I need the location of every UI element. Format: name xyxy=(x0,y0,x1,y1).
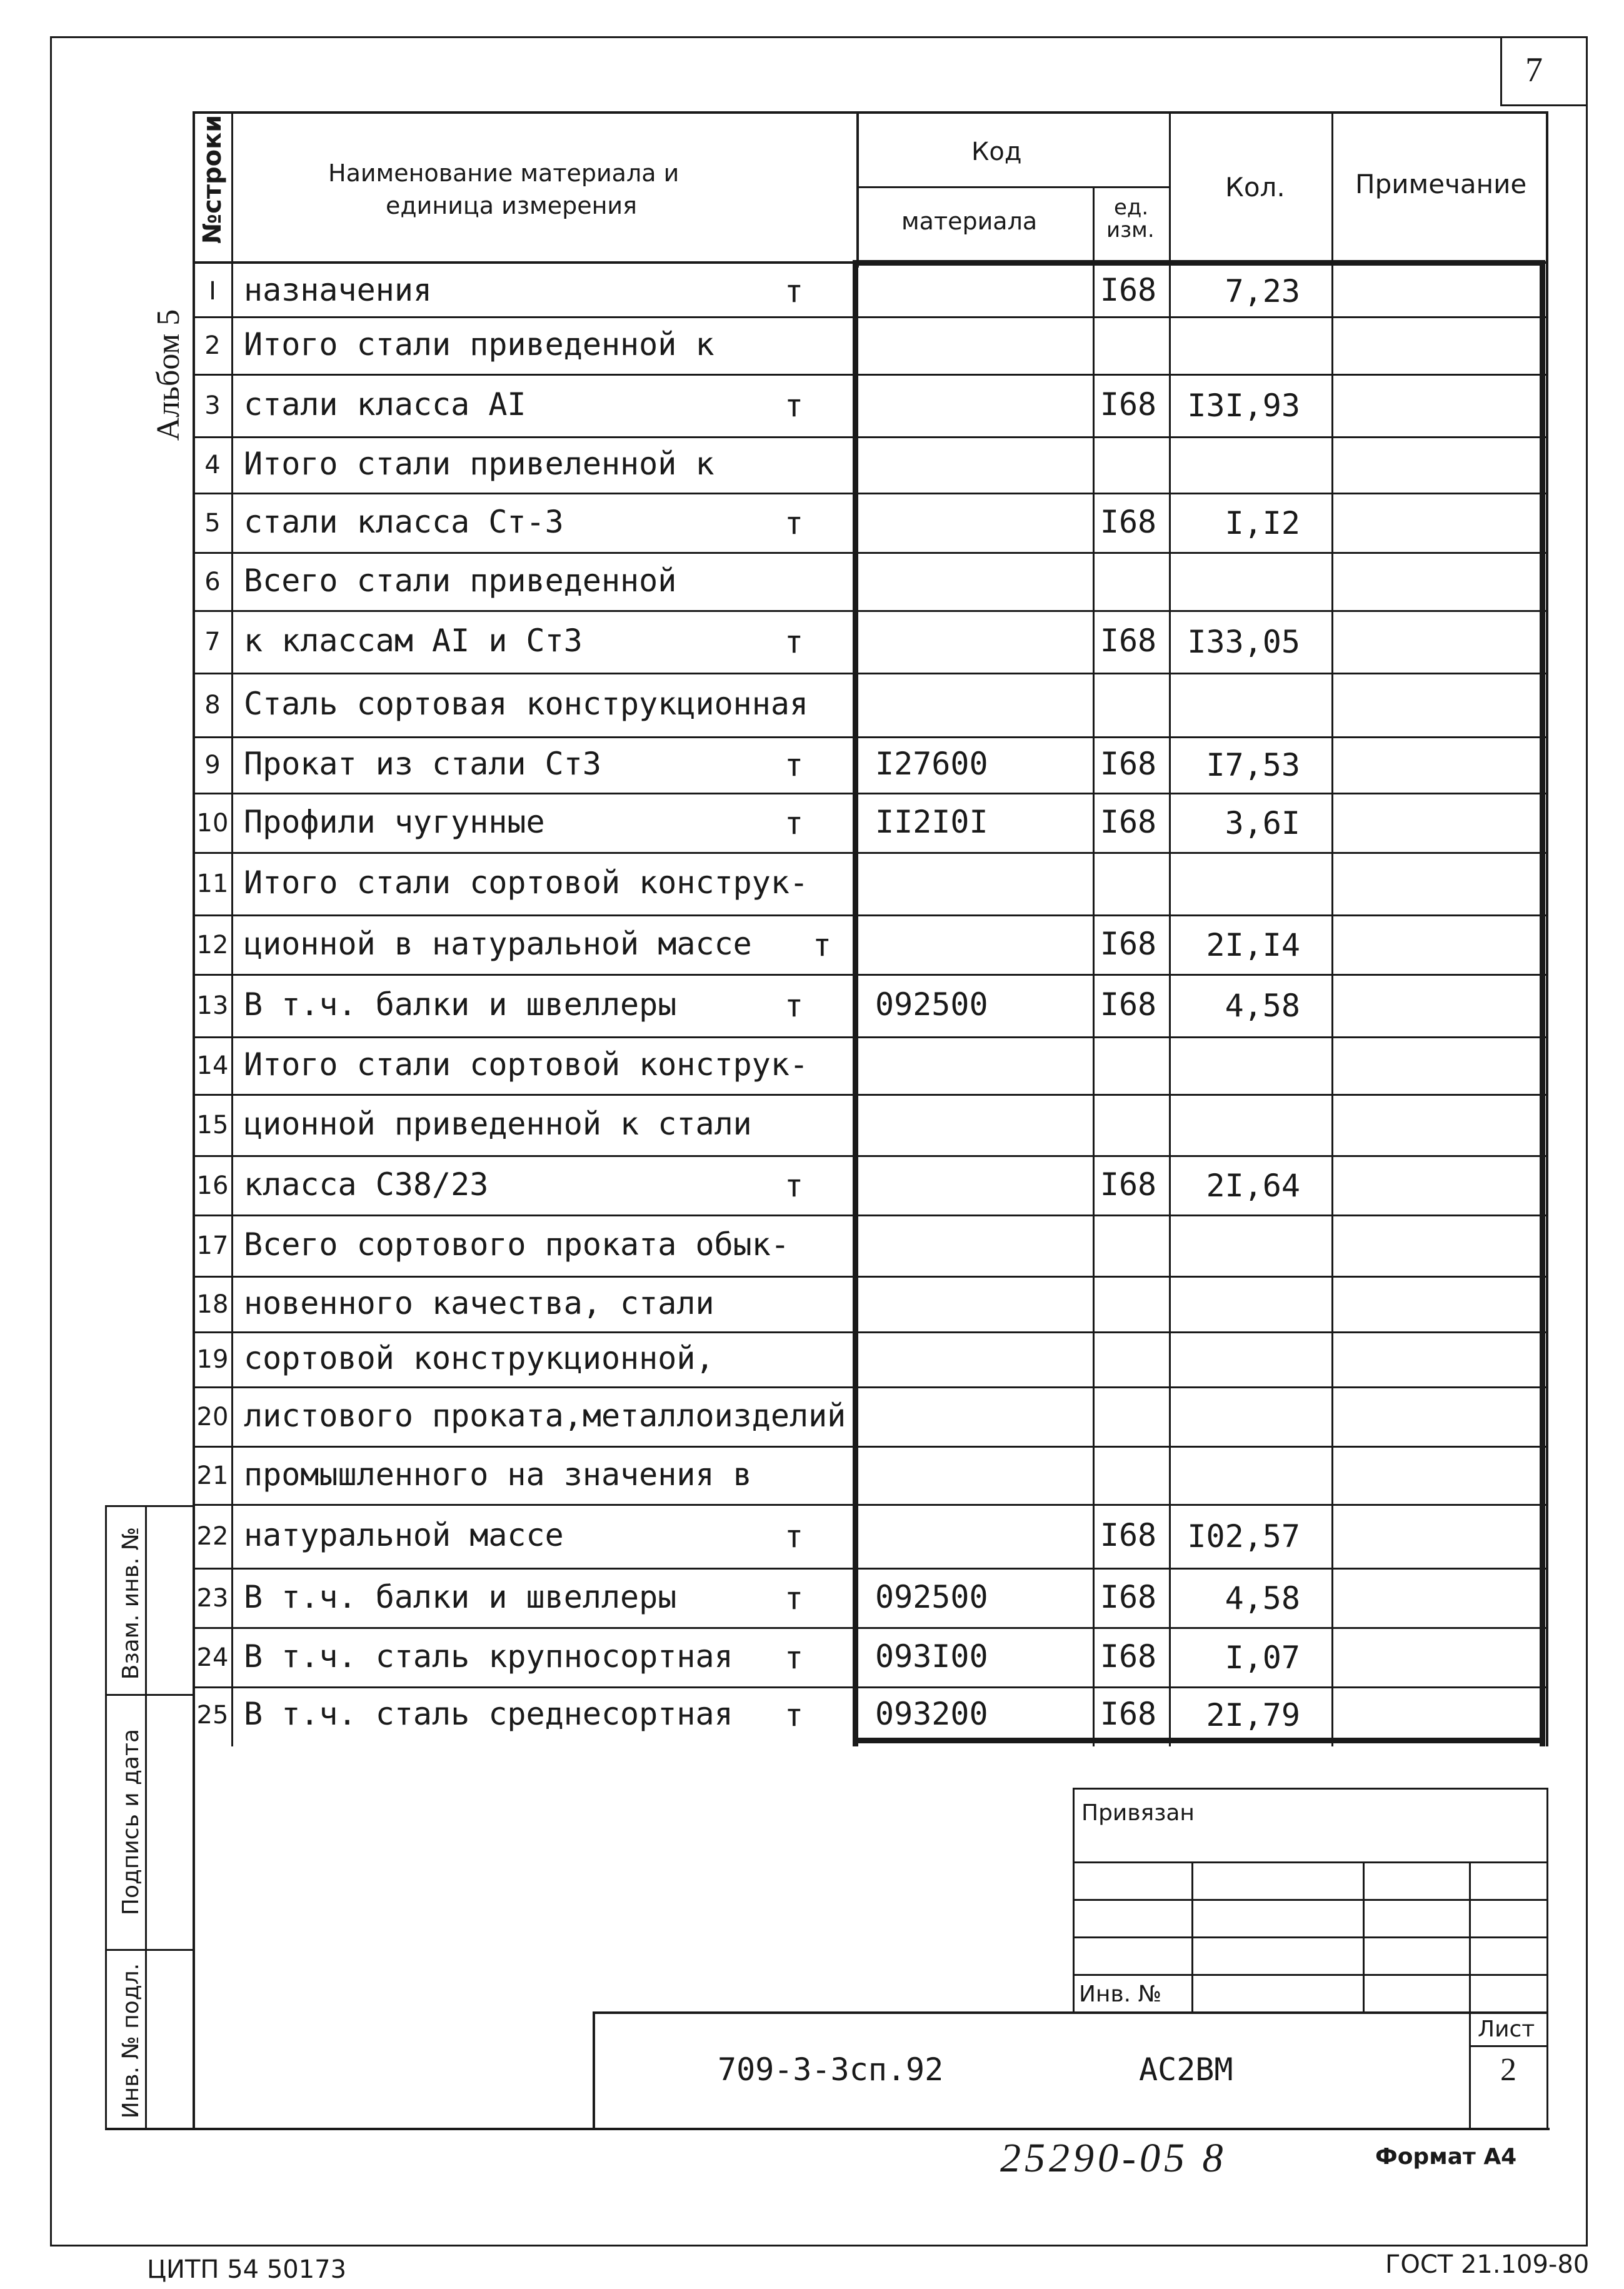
row-separator xyxy=(193,1568,1548,1570)
quantity: 3,6I xyxy=(1225,804,1300,841)
unit-code: I68 xyxy=(1100,503,1157,540)
unit-of-measure: т xyxy=(784,624,804,660)
unit-code: I68 xyxy=(1100,1166,1157,1203)
unit-of-measure: т xyxy=(784,988,804,1024)
row-number: 22 xyxy=(196,1522,229,1551)
row-separator xyxy=(193,1276,1548,1278)
unit-code: I68 xyxy=(1100,1638,1157,1675)
header-name-line1: Наименование материала и xyxy=(328,159,679,187)
row-separator xyxy=(193,673,1548,674)
row-number: I xyxy=(209,276,216,306)
stamp-podpis: Подпись и дата xyxy=(118,1728,144,1916)
row-separator xyxy=(193,1446,1548,1448)
doc-code: 709-3-3сп.92 xyxy=(718,2051,944,2088)
unit-code: I68 xyxy=(1100,925,1157,962)
row-separator xyxy=(193,1686,1548,1688)
row-separator xyxy=(193,610,1548,612)
row-number: 2 xyxy=(204,331,221,360)
unit-of-measure: т xyxy=(784,1518,804,1555)
doc-mark: АС2ВМ xyxy=(1139,2051,1233,2088)
row-separator xyxy=(193,552,1548,554)
row-separator xyxy=(193,493,1548,494)
material-name: Итого стали сортовой конструк- xyxy=(244,1046,809,1083)
privyazan-label: Привязан xyxy=(1081,1800,1195,1826)
material-name: ционной в натуральной массе xyxy=(244,925,752,962)
thick-top-line xyxy=(853,260,1545,266)
row-number: 20 xyxy=(196,1402,229,1431)
row-number: 9 xyxy=(204,751,221,779)
row-number: 3 xyxy=(204,391,221,420)
header-row-no: №строки xyxy=(198,114,227,244)
frame-top xyxy=(50,36,1588,38)
tb-right xyxy=(1546,1788,1548,2129)
tb-sheet-div xyxy=(1469,2045,1548,2047)
material-name: класса С38/23 xyxy=(244,1166,489,1203)
quantity: 2I,I4 xyxy=(1206,926,1300,963)
material-name: В т.ч. сталь среднесортная xyxy=(244,1696,733,1732)
row-number: 23 xyxy=(196,1583,229,1613)
tb-main-left xyxy=(593,2011,595,2130)
row-number: 5 xyxy=(204,508,221,538)
format-label: Формат А4 xyxy=(1375,2144,1517,2170)
stamp-outer-left xyxy=(105,1505,107,2130)
tb-v1 xyxy=(1191,1861,1193,2011)
handwritten-number: 25290-05 8 xyxy=(1000,2135,1227,2181)
row-separator xyxy=(193,1331,1548,1333)
unit-code: I68 xyxy=(1100,386,1157,423)
page-number-box-bottom xyxy=(1500,104,1588,106)
code-subheader-line xyxy=(856,186,1171,188)
row-separator xyxy=(193,374,1548,376)
quantity: I,I2 xyxy=(1225,504,1300,541)
unit-code: I68 xyxy=(1100,623,1157,659)
row-separator xyxy=(193,793,1548,794)
quantity: I02,57 xyxy=(1187,1518,1300,1555)
unit-of-measure: т xyxy=(784,1580,804,1616)
page-number: 7 xyxy=(1525,51,1543,89)
row-number: 4 xyxy=(204,451,221,479)
material-name: назначения xyxy=(244,271,433,308)
unit-of-measure: т xyxy=(784,747,804,783)
tb-row4 xyxy=(1073,1974,1548,1976)
row-number: 18 xyxy=(196,1290,229,1319)
quantity: 2I,79 xyxy=(1206,1697,1300,1733)
material-name: В т.ч. балки и швеллеры xyxy=(244,1578,677,1615)
header-qty: Кол. xyxy=(1225,172,1285,203)
row-separator xyxy=(193,1386,1548,1388)
row-separator xyxy=(193,1155,1548,1157)
quantity: 2I,64 xyxy=(1206,1167,1300,1204)
unit-of-measure: т xyxy=(784,1167,804,1204)
table-right-border-thick xyxy=(1540,261,1545,1746)
material-code: 092500 xyxy=(875,986,988,1023)
material-name: Итого стали привеленной к xyxy=(244,446,714,482)
quantity: I33,05 xyxy=(1187,624,1300,660)
unit-of-measure: т xyxy=(784,504,804,541)
material-name: Итого стали сортовой конструк- xyxy=(244,864,809,901)
tb-v2 xyxy=(1363,1861,1365,2011)
tb-top xyxy=(1073,1788,1548,1790)
quantity: 4,58 xyxy=(1225,988,1300,1024)
sheet-number: 2 xyxy=(1500,2052,1516,2088)
row-number: 13 xyxy=(196,991,229,1020)
header-unit-line1: ед. xyxy=(1114,195,1149,220)
material-name: натуральной массе xyxy=(244,1517,564,1553)
unit-code: I68 xyxy=(1100,746,1157,782)
material-name: стали класса Ст-3 xyxy=(244,503,564,540)
stamp-top xyxy=(105,1505,194,1507)
unit-of-measure: т xyxy=(784,1639,804,1676)
unit-code: I68 xyxy=(1100,986,1157,1023)
header-name-line2: единица измерения xyxy=(386,192,637,219)
row-number: 25 xyxy=(196,1701,229,1730)
row-separator xyxy=(193,736,1548,738)
material-code: 092500 xyxy=(875,1578,988,1615)
row-separator xyxy=(193,1215,1548,1216)
footer-gost: ГОСТ 21.109-80 xyxy=(1385,2250,1590,2279)
material-name: Всего стали приведенной xyxy=(244,562,677,599)
material-name: новенного качества, стали xyxy=(244,1285,714,1321)
row-separator xyxy=(193,436,1548,438)
unit-code: I68 xyxy=(1100,1696,1157,1732)
qty-col-divider xyxy=(1331,111,1333,1746)
header-code: Код xyxy=(971,138,1022,166)
material-code: 093I00 xyxy=(875,1638,988,1675)
name-col-divider xyxy=(856,111,859,268)
album-label: Альбом 5 xyxy=(151,309,186,441)
unit-code: I68 xyxy=(1100,1578,1157,1615)
row-number: 11 xyxy=(196,869,229,898)
tb-v3 xyxy=(1469,1861,1471,2129)
material-name: сортовой конструкционной, xyxy=(244,1340,714,1376)
row-number: 14 xyxy=(196,1051,229,1080)
material-name: Прокат из стали Ст3 xyxy=(244,746,601,782)
stamp-bottom xyxy=(105,2128,1550,2130)
header-note: Примечание xyxy=(1355,169,1527,199)
ed-col-divider xyxy=(1169,111,1171,1746)
row-separator xyxy=(193,316,1548,318)
row-separator xyxy=(193,974,1548,976)
tb-row1 xyxy=(1073,1861,1548,1863)
sheet-label: Лист xyxy=(1478,2016,1535,2042)
table-right-border xyxy=(1546,111,1548,1746)
row-separator xyxy=(193,1036,1548,1038)
frame-left xyxy=(50,36,52,2246)
inv-no-label: Инв. № xyxy=(1079,1981,1162,2007)
header-material: материала xyxy=(901,208,1038,235)
quantity: 4,58 xyxy=(1225,1580,1300,1616)
unit-of-measure: т xyxy=(784,273,804,309)
row-number: 21 xyxy=(196,1461,229,1490)
row-separator xyxy=(193,1504,1548,1506)
unit-of-measure: т xyxy=(784,1697,804,1733)
table-top-border xyxy=(193,111,1548,114)
frame-bottom xyxy=(50,2245,1588,2246)
tb-row3 xyxy=(1073,1936,1548,1938)
material-name: Профили чугунные xyxy=(244,803,545,840)
material-name: к классам AI и Ст3 xyxy=(244,623,583,659)
quantity: I3I,93 xyxy=(1187,388,1300,424)
header-unit-line2: изм. xyxy=(1106,218,1155,243)
footer-left-code: ЦИТП 54 50173 xyxy=(147,2255,347,2284)
material-name: Сталь сортовая конструкционная xyxy=(244,686,809,722)
unit-of-measure: т xyxy=(813,926,832,963)
tb-row2 xyxy=(1073,1899,1548,1901)
table-bottom-thick xyxy=(853,1738,1545,1743)
material-name: стали класса AI xyxy=(244,386,526,423)
row-number: 12 xyxy=(196,930,229,959)
material-code: II2I0I xyxy=(875,803,988,840)
row-number: 24 xyxy=(196,1643,229,1672)
tb-main-top xyxy=(593,2011,1548,2014)
stamp-vzam: Взам. инв. № xyxy=(118,1526,144,1680)
quantity: 7,23 xyxy=(1225,273,1300,309)
stamp-inv: Инв. № подл. xyxy=(118,1963,144,2119)
material-code: 093200 xyxy=(875,1696,988,1732)
unit-code: I68 xyxy=(1100,271,1157,308)
material-name: Всего сортового проката обык- xyxy=(244,1226,789,1263)
name-col-divider-thick xyxy=(853,261,858,1746)
row-separator xyxy=(193,1627,1548,1629)
unit-code: I68 xyxy=(1100,803,1157,840)
row-separator xyxy=(193,852,1548,854)
quantity: I7,53 xyxy=(1206,747,1300,783)
row-number: 17 xyxy=(196,1231,229,1260)
row-number: 15 xyxy=(196,1111,229,1139)
row-separator xyxy=(193,1094,1548,1096)
row-number: 19 xyxy=(196,1345,229,1374)
row-number: 16 xyxy=(196,1171,229,1200)
frame-right xyxy=(1586,36,1588,2246)
unit-of-measure: т xyxy=(784,804,804,841)
row-number: 6 xyxy=(204,567,221,596)
unit-code: I68 xyxy=(1100,1517,1157,1553)
material-name: В т.ч. балки и швеллеры xyxy=(244,986,677,1023)
row-number: 10 xyxy=(196,808,229,838)
row-number: 7 xyxy=(204,628,221,656)
unit-of-measure: т xyxy=(784,388,804,424)
page-number-box-left xyxy=(1500,36,1502,106)
material-name: Итого стали приведенной к xyxy=(244,326,714,363)
material-code: I27600 xyxy=(875,746,988,782)
material-name: листового проката,металлоизделий xyxy=(244,1397,846,1434)
material-name: В т.ч. сталь крупносортная xyxy=(244,1638,733,1675)
material-name: промышленного на значения в xyxy=(244,1456,752,1493)
quantity: I,07 xyxy=(1225,1639,1300,1676)
material-name: ционной приведенной к стали xyxy=(244,1106,752,1142)
row-separator xyxy=(193,914,1548,916)
row-number: 8 xyxy=(204,691,221,719)
